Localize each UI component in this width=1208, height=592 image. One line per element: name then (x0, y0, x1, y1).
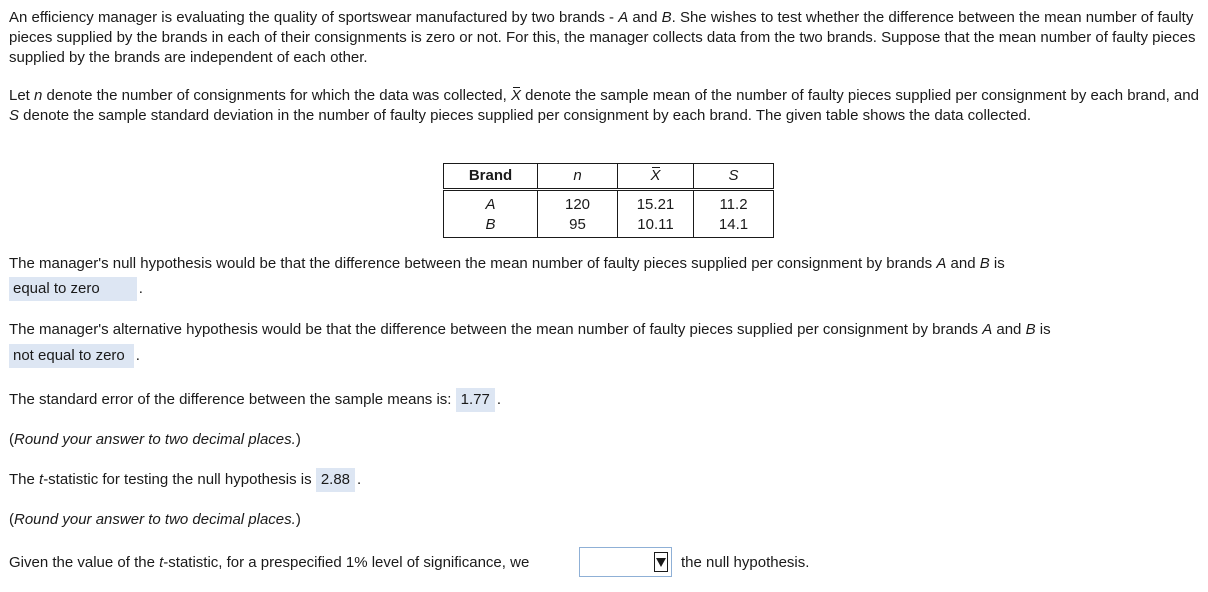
std-error-answer[interactable]: 1.77 (456, 388, 495, 412)
intro-text: denote the number of consignments for which the data was collected, (42, 87, 511, 104)
null-hypothesis-question (9, 254, 1005, 274)
question-text: is (1035, 321, 1051, 338)
alt-hypothesis-answer[interactable]: not equal to zero (9, 344, 134, 368)
intro-text: and (628, 9, 662, 26)
round-note-text: Round your answer to two decimal places. (14, 511, 296, 528)
brand-a-label: A (982, 321, 993, 338)
conclusion-tail: the null hypothesis. (681, 554, 810, 571)
table-header-n: n (538, 164, 618, 190)
question-text: The manager's alternative hypothesis would be that the difference between the mean number of faulty pieces supplied per consignment by brands (9, 321, 983, 338)
intro-text: An efficiency manager is evaluating the quality of sportswear manufactured by two brands - (9, 9, 619, 26)
brand-b-label: B (661, 9, 672, 26)
round-note-2 (9, 510, 301, 530)
std-error-question (9, 388, 501, 412)
t-stat-answer[interactable]: 2.88 (316, 468, 355, 492)
paren: ) (295, 431, 301, 448)
table-cell-brand: B (444, 215, 538, 238)
question-text: -statistic for testing the null hypothesis is (43, 471, 316, 488)
t-stat-question (9, 468, 361, 492)
table-header-xbar (618, 164, 694, 190)
x-bar-symbol: X (510, 87, 521, 104)
table-cell-s: 14.1 (694, 215, 774, 238)
t-symbol: t (39, 471, 44, 488)
period: . (496, 391, 502, 408)
period: . (357, 471, 362, 488)
brand-b-label: B (1025, 321, 1036, 338)
paren: ( (9, 511, 14, 528)
question-text: Given the value of the (9, 554, 160, 571)
table-cell-n: 95 (538, 215, 618, 238)
table-cell-s: 11.2 (694, 190, 774, 216)
table-cell-xbar: 10.11 (618, 215, 694, 238)
question-text: The (9, 471, 40, 488)
round-note-text: Round your answer to two decimal places. (14, 431, 296, 448)
table-cell-brand: A (444, 190, 538, 216)
null-hypothesis-answer[interactable]: equal to zero (9, 277, 137, 301)
table-cell-xbar: 15.21 (618, 190, 694, 216)
question-text: The standard error of the difference between the sample means is: (9, 391, 456, 408)
intro-paragraph-1 (9, 8, 1201, 68)
table-header-row (444, 164, 774, 190)
table-row (444, 190, 774, 216)
question-text: is (989, 255, 1005, 272)
period: . (138, 280, 143, 297)
question-text: and (946, 255, 980, 272)
question-text: and (992, 321, 1026, 338)
period: . (135, 347, 140, 364)
intro-text: . She wishes to test whether the difference between the mean number of faulty pieces supplied by the brands in each of their consignments is zero or not. For this, the manager collects data from the two brands. Suppose that the mean number of faulty pieces supplied by the brands are independent of each other. (9, 9, 1196, 66)
t-symbol: t (159, 554, 164, 571)
round-note-1 (9, 430, 301, 450)
intro-paragraph-2 (9, 86, 1201, 126)
brand-a-label: A (618, 9, 629, 26)
paren: ( (9, 431, 14, 448)
question-text: -statistic, for a prespecified 1% level of significance, we (163, 554, 530, 571)
alt-hypothesis-answer-row (9, 344, 140, 368)
dropdown-arrow-icon[interactable] (654, 552, 668, 572)
n-symbol: n (34, 87, 43, 104)
brand-b-label: B (979, 255, 990, 272)
brand-a-label: A (936, 255, 947, 272)
s-symbol: S (9, 107, 20, 124)
intro-text: Let (9, 87, 35, 104)
conclusion-dropdown[interactable] (579, 547, 672, 577)
question-text: The manager's null hypothesis would be that the difference between the mean number of faulty pieces supplied per consignment by brands (9, 255, 937, 272)
null-hypothesis-answer-row (9, 277, 143, 301)
intro-text: denote the sample mean of the number of faulty pieces supplied per consignment by each brand, and (521, 87, 1199, 104)
paren: ) (295, 511, 301, 528)
data-table (443, 163, 774, 238)
table-header-brand: Brand (444, 164, 538, 190)
table-cell-n: 120 (538, 190, 618, 216)
x-bar-symbol: X (650, 167, 661, 184)
table-header-s: S (694, 164, 774, 190)
conclusion-question (9, 553, 529, 573)
alt-hypothesis-question (9, 320, 1051, 340)
intro-text: denote the sample standard deviation in the number of faulty pieces supplied per consignment by each brand. The given table shows the data collected. (19, 107, 1032, 124)
table-row (444, 215, 774, 238)
